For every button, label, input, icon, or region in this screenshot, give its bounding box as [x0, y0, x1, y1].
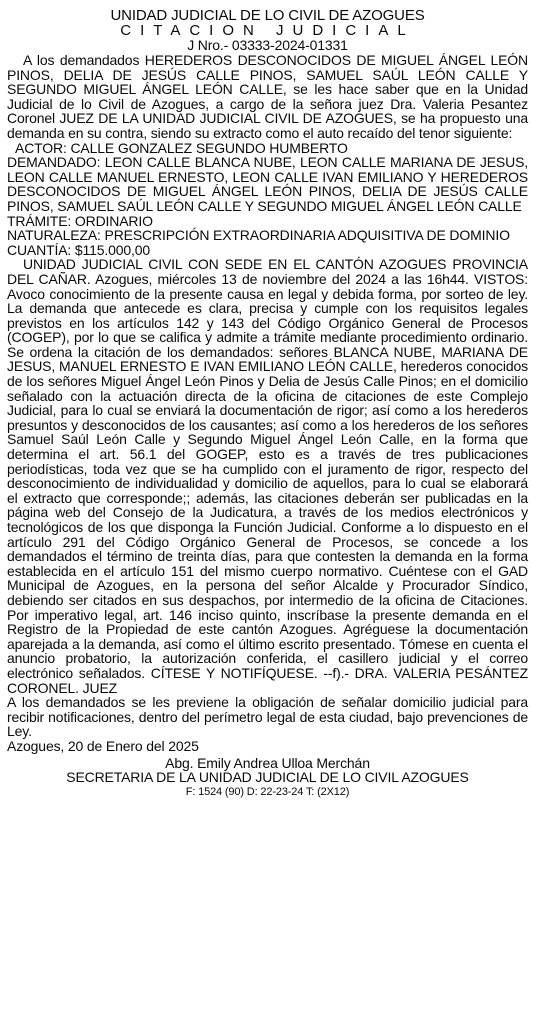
demandado-block: DEMANDADO: LEON CALLE BLANCA NUBE, LEON CALLE MARIANA DE JESUS, LEON CALLE MANUEL ERNESTO, LEON CALLE IVAN EMILIANO Y HEREDEROS DESCONOCIDOS DE MIGUEL ÁNGEL LEÓN PINOS, DELIA DE JESÚS CALLE PINOS, SAMUEL SAÚL LEÓN CALLE Y SEGUNDO MIGUEL ÁNGEL LEÓN CALLE [7, 154, 528, 214]
naturaleza-line: NATURALEZA: PRESCRIPCIÓN EXTRAORDINARIA ADQUISITIVA DE DOMINIO [7, 227, 510, 244]
actor-line: ACTOR: CALLE GONZALEZ SEGUNDO HUMBERTO [15, 139, 348, 156]
case-number: J Nro.- 03333-2024-01331 [187, 37, 348, 53]
cuantia-line: CUANTÍA: $115.000,00 [7, 241, 151, 258]
signer-title: SECRETARIA DE LA UNIDAD JUDICIAL DE LO CIVIL AZOGUES [66, 769, 469, 786]
signer-name: Abg. Emily Andrea Ulloa Merchán [165, 754, 370, 771]
court-unit-heading: UNIDAD JUDICIAL DE LO CIVIL DE AZOGUES [110, 7, 425, 24]
publication-code: F: 1524 (90) D: 22-23-24 T: (2X12) [185, 785, 350, 798]
intro-paragraph: A los demandados HEREDEROS DESCONOCIDOS DE MIGUEL ÁNGEL LEÓN PINOS, DELIA DE JESÚS CALLE PINOS, SAMUEL SAÚL LEÓN CALLE Y SEGUNDO MIGUEL ÁNGEL LEÓN CALLE, se les hace saber que en la Unidad Judicial de lo Civil de Azogues, a cargo de la señora juez Dra. Valeria Pesantez Coronel JUEZ DE LA UNIDAD JUDICIAL CIVIL DE AZOGUES, se ha propuesto una demanda en su contra, siendo su extracto como el auto recaído del tenor siguiente: [7, 52, 528, 141]
place-date: Azogues, 20 de Enero del 2025 [7, 737, 199, 754]
tramite-line: TRÁMITE: ORDINARIO [7, 212, 153, 229]
notice-title: CITACION JUDICIAL [120, 22, 415, 39]
warning-paragraph: A los demandados se les previene la obligación de señalar domicilio judicial para recibir notificaciones, dentro del perímetro legal de esta ciudad, bajo prevenciones de Ley. [7, 694, 528, 740]
order-paragraph: UNIDAD JUDICIAL CIVIL CON SEDE EN EL CANTÓN AZOGUES PROVINCIA DEL CAÑAR. Azogues, miércoles 13 de noviembre del 2024 a las 16h44. VISTOS: Avoco conocimiento de la presente causa en legal y debida forma, por sorteo de ley. La demanda que antecede es clara, precisa y cumple con los requisitos legales previstos en los artículos 142 y 143 del Código Orgánico General de Procesos (COGEP), por lo que se califica y admite a trámite mediante procedimiento ordinario. Se ordena la citación de los demandados: señores BLANCA NUBE, MARIANA DE JESUS, MANUEL ERNESTO E IVAN EMILIANO LEÓN CALLE, herederos conocidos de los señores Miguel Ángel León Pinos y Delia de Jesús Calle Pinos; en el domicilio señalado con la actuación directa de la oficina de citaciones de este Complejo Judicial, para lo cual se enviará la documentación de rigor; así como a los herederos presuntos y desconocidos de los causantes; así como a los herederos de los señores Samuel Saúl León Calle y Segundo Miguel Ángel León Calle, en la forma que determina el art. 56.1 del GOGEP, esto es a través de tres publicaciones periodísticas, toda vez que se ha cumplido con el juramento de rigor, respecto del desconocimiento de individualidad y domicilio de aquellos, para lo cual se elaborará el extracto que corresponde;; además, las citaciones deberán ser publicadas en la página web del Consejo de la Judicatura, a través de los medios electrónicos y tecnológicos de los que disponga la Función Judicial. Conforme a lo dispuesto en el artículo 291 del Código Orgánico General de Procesos, se concede a los demandados el término de treinta días, para que contesten la demanda en la forma establecida en el artículo 151 del mismo cuerpo normativo. Cuéntese con el GAD Municipal de Azogues, en la persona del señor Alcalde y Procurador Síndico, debiendo ser citados en sus despachos, por intermedio de la oficina de Citaciones. Por imperativo legal, art. 146 inciso quinto, inscríbase la presente demanda en el Registro de la Propiedad de este cantón Azogues. Agréguese la documentación aparejada a la demanda, así como el último escrito presentado. Tómese en cuenta el anuncio probatorio, la autorización conferida, el casillero judicial y el correo electrónico señalados. CÍTESE Y NOTIFÍQUESE. --f).- DRA. VALERIA PESÁNTEZ CORONEL. JUEZ [7, 256, 528, 696]
